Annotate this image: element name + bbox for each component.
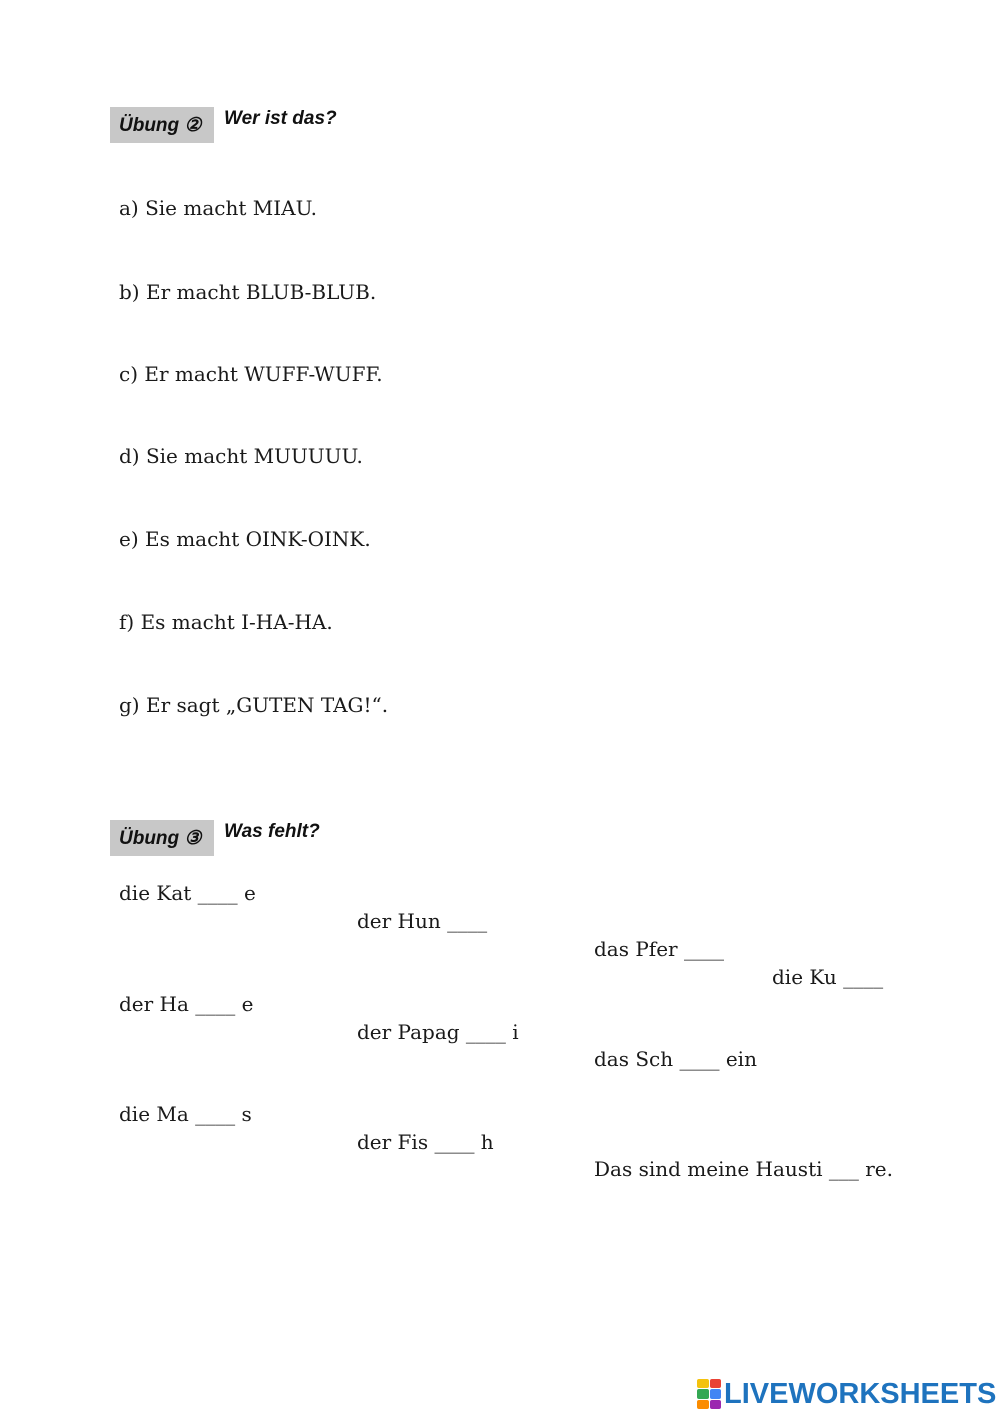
gap-word-haustiere[interactable]: Das sind meine Hausti ___ re. — [594, 1157, 893, 1181]
gap-word-kuh[interactable]: die Ku ____ — [772, 965, 884, 989]
exercise-3-header — [110, 820, 970, 856]
exercise-2-label: Übung ② — [110, 107, 214, 143]
gap-word-hase[interactable]: der Ha ____ e — [119, 992, 254, 1016]
gap-word-fisch[interactable]: der Fis ____ h — [357, 1130, 494, 1154]
exercise-2-item-d: d) Sie macht MUUUUU. — [119, 444, 363, 468]
liveworksheets-logo — [697, 1377, 996, 1411]
exercise-2-item-e: e) Es macht OINK-OINK. — [119, 527, 371, 551]
gap-word-katze[interactable]: die Kat ____ e — [119, 881, 256, 905]
gap-word-hund[interactable]: der Hun ____ — [357, 909, 488, 933]
exercise-2-item-g: g) Er sagt „GUTEN TAG!“. — [119, 693, 389, 717]
exercise-2-title: Wer ist das? — [224, 108, 337, 129]
gap-word-pferd[interactable]: das Pfer ____ — [594, 937, 724, 961]
exercise-3-title: Was fehlt? — [224, 821, 320, 842]
gap-word-schwein[interactable]: das Sch ____ ein — [594, 1047, 757, 1071]
gap-word-papagei[interactable]: der Papag ____ i — [357, 1020, 519, 1044]
exercise-2-item-c: c) Er macht WUFF-WUFF. — [119, 362, 383, 386]
exercise-2-item-f: f) Es macht I-HA-HA. — [119, 610, 333, 634]
exercise-2-item-b: b) Er macht BLUB-BLUB. — [119, 280, 377, 304]
liveworksheets-logo-text: LIVEWORKSHEETS — [724, 1377, 997, 1410]
liveworksheets-logo-icon — [697, 1379, 721, 1409]
exercise-2-item-a: a) Sie macht MIAU. — [119, 196, 317, 220]
exercise-3-label: Übung ③ — [110, 820, 214, 856]
gap-word-maus[interactable]: die Ma ____ s — [119, 1102, 252, 1126]
exercise-2-header — [110, 107, 970, 143]
